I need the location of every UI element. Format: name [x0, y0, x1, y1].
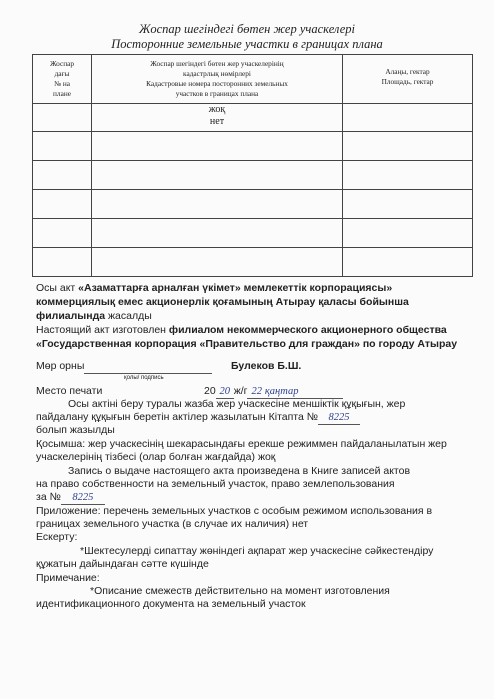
text-line: учаскелерінің тізбесі (олар болған жағдайда) жоқ: [36, 451, 276, 463]
table-row: [33, 104, 473, 132]
text-line: Приложение: перечень земельных участков с особым режимом использования в: [36, 505, 433, 517]
table-row: [33, 132, 473, 161]
date-line: 20 20 ж/г 22 қаңтар: [204, 385, 343, 399]
signer-name: Булеков Б.Ш.: [231, 360, 302, 372]
text-line: *Описание смежеств действительно на момент изготовления: [90, 585, 390, 597]
text-line: идентификационного документа на земельный участок: [36, 598, 306, 610]
text-line: Осы актіні беру туралы жазба жер учаскесіне меншіктік құқығын, жер: [68, 398, 406, 410]
text-line: на право собственности на земельный участок, право землепользования: [36, 478, 395, 490]
text-line: *Шектесулерді сипаттау жөніндегі ақпарат жер учаскесіне сәйкестендіру: [80, 545, 434, 557]
plots-table: [32, 54, 473, 277]
cadastral-value: жоқ нет: [92, 104, 343, 132]
col-header-area: Алаңы, гектар Площадь, гектар: [343, 55, 473, 104]
text-line: филиалында жасалды: [36, 310, 152, 322]
title-kz: Жоспар шегіндегі бөтен жер учаскелері: [139, 22, 355, 36]
text-line: коммерциялық емес акционерлік қоғамының Атырау қаласы бойынша: [36, 296, 409, 308]
table-row: [33, 219, 473, 248]
text-line: болып жазылды: [36, 424, 115, 436]
table-row: [33, 248, 473, 277]
table-row: [33, 190, 473, 219]
text-line: Примечание:: [36, 572, 100, 584]
text-line: пайдалану құқығын беретін актілер жазылатын Кітапта № 8225: [36, 411, 360, 425]
text-line: за № 8225: [36, 491, 105, 505]
text-line: құжатын дайындаған сәтте күшінде: [36, 558, 209, 570]
text-line: Настоящий акт изготовлен филиалом некоммерческого акционерного общества: [36, 324, 447, 336]
col-header-cadastral: Жоспар шегіндегі бөтен жер учаскелерінің кадастрлық нөмірлері Кадастровые номера посторонних земельных участков в границах плана: [92, 55, 343, 104]
text-line: «Государственная корпорация «Правительство для граждан» по городу Атырау: [36, 338, 458, 350]
text-line: Қосымша: жер учаскесінің шекарасындағы ерекше режиммен пайдаланылатын жер: [36, 438, 447, 450]
table-row: [33, 161, 473, 190]
signature-caption: қолы/ подпись: [124, 375, 164, 381]
text-line: границах земельного участка (в случае их наличия) нет: [36, 518, 309, 530]
text-line: Осы акт «Азаматтарға арналған үкімет» мемлекеттік корпорациясы»: [36, 282, 393, 294]
title-ru: Посторонние земельные участки в границах плана: [111, 37, 383, 51]
col-header-number: Жоспар дағы № на плане: [33, 55, 92, 104]
signature-line: [84, 373, 212, 374]
text-line: Ескерту:: [36, 531, 78, 543]
stamp-label: Место печати: [36, 385, 103, 397]
text-line: Запись о выдаче настоящего акта произведена в Книге записей актов: [68, 465, 411, 477]
seal-label: Мөр орны: [36, 360, 85, 372]
